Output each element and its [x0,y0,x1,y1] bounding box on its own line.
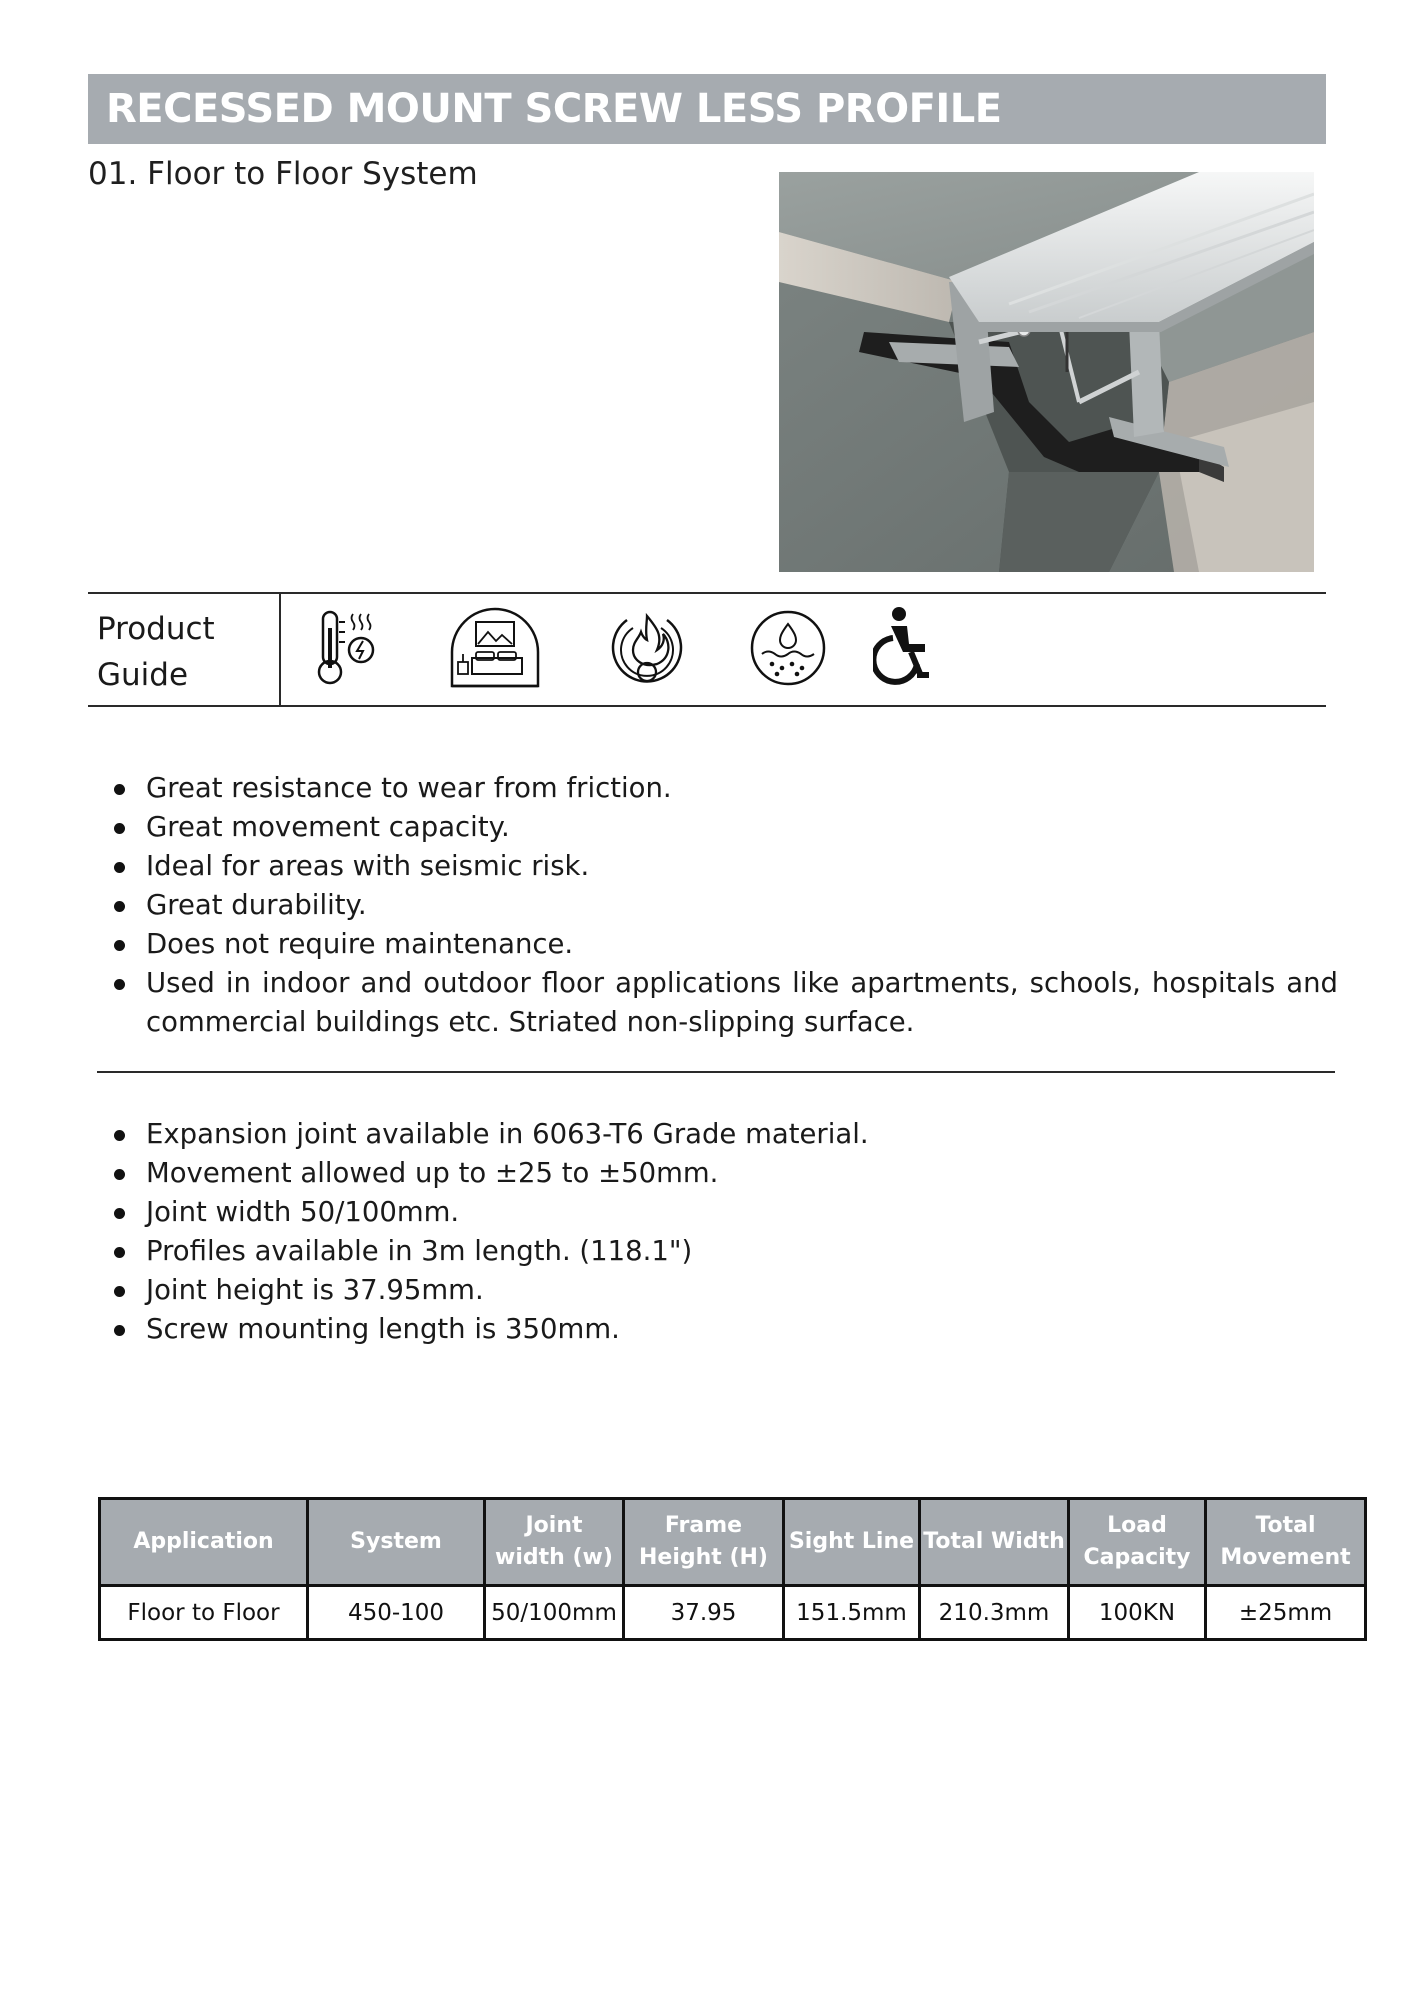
system-subtitle: 01. Floor to Floor System [88,156,478,192]
col-total-movement: Total Movement [1206,1499,1366,1586]
list-item: Great movement capacity. [146,808,1338,847]
list-item: Ideal for areas with seismic risk. [146,847,1338,886]
product-guide [88,592,1326,707]
feature-list [88,769,1338,1042]
cell-sight-line: 151.5mm [784,1586,920,1640]
table-header-row [100,1499,1366,1586]
list-item: Great durability. [146,886,1338,925]
page-title: RECESSED MOUNT SCREW LESS PROFILE [106,86,1002,132]
list-item: Expansion joint available in 6063-T6 Grade material. [146,1115,1338,1154]
cell-joint-width: 50/100mm [485,1586,624,1640]
temperature-resistance-icon [311,608,381,692]
section-divider [97,1071,1335,1073]
list-item: Profiles available in 3m length. (118.1") [146,1232,1338,1271]
spec-list [88,1115,1338,1349]
col-sight-line: Sight Line [784,1499,920,1586]
col-frame-height: Frame Height (H) [624,1499,784,1586]
col-load-capacity: Load Capacity [1069,1499,1206,1586]
list-item: Movement allowed up to ±25 to ±50mm. [146,1154,1338,1193]
col-total-width: Total Width [920,1499,1069,1586]
product-image [779,172,1314,572]
title-bar [88,74,1326,144]
expansion-joint-render [779,172,1314,572]
col-system: System [308,1499,485,1586]
list-item: Joint width 50/100mm. [146,1193,1338,1232]
cell-load-capacity: 100KN [1069,1586,1206,1640]
wheelchair-accessible-icon [873,604,933,692]
list-item: Joint height is 37.95mm. [146,1271,1338,1310]
col-joint-width: Joint width (w) [485,1499,624,1586]
cell-system: 450-100 [308,1586,485,1640]
list-item: Does not require maintenance. [146,925,1338,964]
list-item: Great resistance to wear from friction. [146,769,1338,808]
bedroom-indoor-icon [446,606,544,694]
water-resistance-icon [748,606,828,694]
cell-total-width: 210.3mm [920,1586,1069,1640]
spec-table [98,1497,1367,1641]
cell-frame-height: 37.95 [624,1586,784,1640]
fire-resistance-icon [607,606,687,694]
cell-application: Floor to Floor [100,1586,308,1640]
list-item: Used in indoor and outdoor floor applications like apartments, schools, hospitals and commercial buildings etc. Striated non-slipping surface. [146,964,1338,1042]
col-application: Application [100,1499,308,1586]
cell-total-movement: ±25mm [1206,1586,1366,1640]
product-guide-label: Product Guide [88,594,281,705]
list-item: Screw mounting length is 350mm. [146,1310,1338,1349]
table-row [100,1586,1366,1640]
